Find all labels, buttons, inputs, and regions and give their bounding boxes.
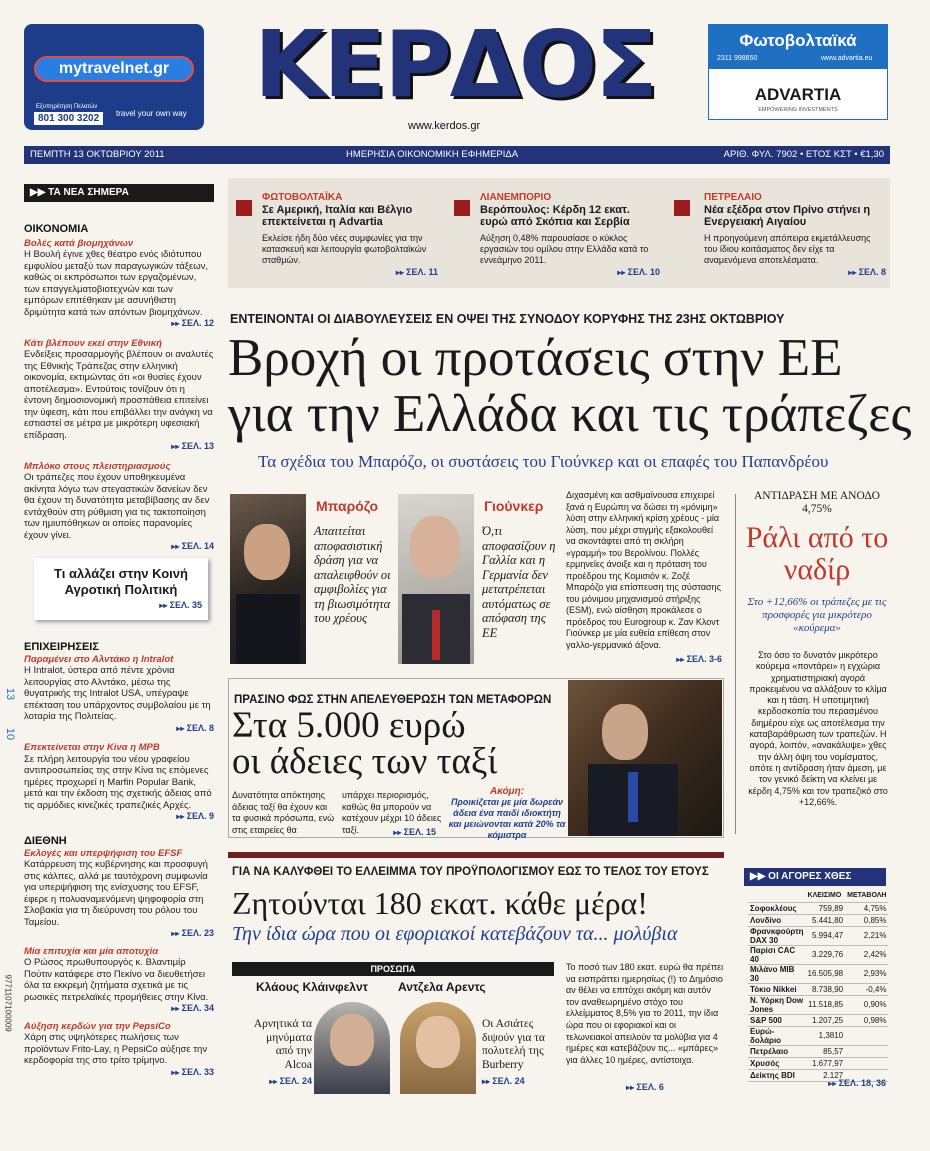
juncker-quote: Ό,τι αποφασίζουν η Γαλλία και η Γερμανία δεν μετατρέπεται αυτόματως σε απόφαση της ΕΕ xyxy=(482,524,556,640)
advartia-title: Φωτοβολταϊκά xyxy=(739,31,857,50)
market-close: 759,89 xyxy=(806,902,846,914)
taxi-headline-line2[interactable]: οι άδειες των ταξί xyxy=(232,741,498,782)
dateline-issue: ΑΡΙΘ. ΦΥΛ. 7902 • ΕΤΟΣ ΚΣΤ • €1,30 xyxy=(723,149,884,160)
strip-story[interactable] xyxy=(232,180,442,285)
story-subhead: Εκλογές και υπερψήφιση του EFSF xyxy=(24,847,183,859)
masthead-website[interactable]: www.kerdos.gr xyxy=(408,120,481,132)
page-ref: ▸▸ ΣΕΛ. 13 xyxy=(24,441,214,453)
market-name: Σοφοκλέους xyxy=(748,902,806,914)
markets-col-change: ΜΕΤΑΒΟΛΗ xyxy=(845,890,888,902)
section-head-economy: ΟΙΚΟΝΟΜΙΑ xyxy=(24,223,89,235)
market-change: 0,85% xyxy=(845,914,888,926)
strip-text: Αύξηση 0,48% παρουσίασε ο κύκλος εργασιών του ομίλου στην Ελλάδα κατά το εννεάμηνο 2011. xyxy=(480,233,649,265)
markets-page-ref: ▸▸ ΣΕΛ. 18, 36 xyxy=(748,1078,886,1088)
ad-advartia[interactable] xyxy=(708,24,888,120)
sidebar-title: ▶▶ ΤΑ ΝΕΑ ΣΗΜΕΡΑ xyxy=(24,184,214,202)
market-change: 2,42% xyxy=(845,945,888,964)
strip-text: Η προηγούμενη απόπειρα εκμετάλλευσης του ίδιου κοιτάσματος δεν είχε τα αναμενόμενα αποτελέσματα. xyxy=(704,233,871,265)
page-ref: ▸▸ ΣΕΛ. 33 xyxy=(24,1067,214,1079)
story-subhead: Αύξηση κερδών για την PepsiCo xyxy=(24,1020,171,1032)
sidebar-story[interactable] xyxy=(24,338,214,453)
lead-kicker: ΕΝΤΕΙΝΟΝΤΑΙ ΟΙ ΔΙΑΒΟΥΛΕΥΣΕΙΣ ΕΝ ΟΨΕΙ ΤΗΣ ΣΥΝΟΔΟΥ ΚΟΡΥΦΗΣ ΤΗΣ 23ΗΣ ΟΚΤΩΒΡΙΟΥ xyxy=(230,312,785,326)
markets-row xyxy=(748,945,888,964)
markets-col-name xyxy=(748,890,806,902)
market-close: 5.441,80 xyxy=(806,914,846,926)
strip-text: Εκλείσε ήδη δύο νέες συμφωνίες για την κατασκευή και λειτουργία φωτοβολταϊκών σταθμών. xyxy=(262,233,427,265)
markets-row xyxy=(748,926,888,945)
lead-body: Διχασμένη και ασθμαίνουσα επιχειρεί ξανά η Ευρώπη να δώσει τη «μόνιμη» λύση στην ελληνική κρίση χρέους - μία λύση, που μέχρι στιγμής εξακολουθεί να σκοντάφτει από τη σκλήρη «γραμμή» του Βερολίνου. Πολλές ερμηνείες άνοιξε και η πρόταση του προέδρου της Κομισιόν κ. Ζοζέ Μπαρόζο για επίσπευση της σύστασης του μόνιμου μηχανισμού στήριξης (ESM), ενώ αίσθηση προκάλεσε ο πρόεδρος του Eurogroup κ. Ζαν Κλοντ Γιούνκερ με μία ευθεία επίθεση στον γαλλο-γερμανικό άξονα. xyxy=(566,490,721,650)
person-card[interactable] xyxy=(232,980,392,1100)
ad-mytravelnet[interactable] xyxy=(24,24,204,130)
rally-body: Στο όσο το δυνατόν μικρότερο κούρεμα «ποντάρει» η εγχώρια χρηματιστηριακή αγορά προκειμένου να αλλάξουν το κλίμα και η τάση. Η υποτιμητική κερδοσκοπία του περασμένου διημέρου είχε ως αποτέλεσμα την καταβαράθρωση των τραπεζών. Η αγορά, λοιπόν, «ανακάλυψε» χθες την άλλη όψη του νομίσματος, οπότε η αντίδραση ήταν άμεση, με τον γενικό δείκτη να κλείνει με κέρδη 4,75% και τον τραπεζικό στο +12,66%. xyxy=(748,650,888,807)
advartia-phone: 2311 998650 xyxy=(717,55,758,62)
person-card[interactable] xyxy=(398,980,554,1100)
taxi-note xyxy=(448,786,566,841)
deficit-body: Το ποσό των 180 εκατ. ευρώ θα πρέπει να εισπράττει ημερησίως (!) το Δημόσιο αν θέλει να επιτύχει ακόμη και αυτόν τον αναθεωρημένο στόχο του ελλείμματος 8,5% για το 2011, την ίδια ώρα που οι εφοριακοί και οι τελωνειακοί απειλούν τα μολύβια για 4 ημέρες και κατεβάζουν τις... «μπάρες» για άλλες 10 ημέρες, αντίστοιχα. xyxy=(566,962,724,1065)
strip-story[interactable] xyxy=(672,180,888,285)
strip-title: Νέα εξέδρα στον Πρίνο στήνει η Ενεργειακή Αιγαίου xyxy=(704,204,871,228)
markets-row xyxy=(748,1057,888,1069)
markets-row xyxy=(748,1026,888,1045)
barroso-name: Μπαρόζο xyxy=(316,498,379,514)
barroso-quote: Απαιτείται αποφασιστική δράση για να απαλειφθούν οι αμφιβολίες για τη βιωσιμότητα του χρέους xyxy=(314,524,391,625)
market-change: 0,90% xyxy=(845,995,888,1014)
markets-col-close: ΚΛΕΙΣΙΜΟ xyxy=(806,890,846,902)
page-ref: ▸▸ ΣΕΛ. 34 xyxy=(24,1003,214,1015)
red-square-icon xyxy=(236,200,252,216)
story-subhead: Κάτι βλέπουν εκεί στην Εθνική xyxy=(24,337,162,349)
story-subhead: Επεκτείνεται στην Κίνα η MPB xyxy=(24,742,160,753)
page-ref: ▸▸ ΣΕΛ. 12 xyxy=(24,318,214,330)
story-subhead: Μπλόκο στους πλειστηριασμούς xyxy=(24,460,171,472)
market-name: Δείκτης BDI xyxy=(748,1069,806,1081)
story-text: Η Intralot, ύστερα από πέντε χρόνια λειτουργίας στο Αλντάκο, μέσω της θυγατρικής της Intralot USA, υπέγραψε επέκταση του υπάρχοντος συμβολαίου με τη λοταρία της Πολιτείας. xyxy=(24,665,211,722)
story-subhead: Παραμένει στο Αλντάκο η Intralot xyxy=(24,653,174,665)
story-text: Κατάρρευση της κυβέρνησης και προσφυγή στις κάλπες, αλλά με ταυτόχρονη συμφωνία για υπερψήφιση της ενίσχυσης του EFSF, έφερε η πολυαναμενόμενη ψηφοφορία στη Σλοβακία για τη διεύρυνση του ρόλου του Ταμείου. xyxy=(24,859,208,928)
page-ref: ▸▸ ΣΕΛ. 14 xyxy=(24,541,214,553)
page-ref: ▸▸ ΣΕΛ. 8 xyxy=(704,266,886,279)
sidebar-story[interactable] xyxy=(24,461,214,553)
market-name: Τόκιο Nikkei xyxy=(748,983,806,995)
advartia-brand: ADVARTIA xyxy=(754,85,842,104)
market-name: Πετρέλαιο xyxy=(748,1045,806,1057)
deficit-headline[interactable]: Ζητούνται 180 εκατ. κάθε μέρα! xyxy=(232,885,648,921)
taxi-page-ref: ▸▸ ΣΕΛ. 15 xyxy=(380,827,436,837)
story-text: Σε πλήρη λειτουργία του νέου γραφείου αντιπροσωπείας της στην Κίνα τις επόμενες ημέρες προχωρεί η Marfin Popular Bank, μετά και την έκδοση της σχετικής άδειας από τις αρμόδιες κινεζικές τραπεζικές Αρχές. xyxy=(24,753,212,811)
double-arrow-icon: ▶▶ xyxy=(30,187,49,198)
masthead: ΚΕΡΔΟΣ xyxy=(254,11,656,118)
taxi-headline-line1[interactable]: Στα 5.000 ευρώ xyxy=(232,705,466,746)
markets-title-bar: ▶▶ ΟΙ ΑΓΟΡΕΣ ΧΘΕΣ xyxy=(744,868,886,886)
strip-kicker: ΛΙΑΝΕΜΠΟΡΙΟ xyxy=(480,192,552,203)
person-name: Κλάους Κλάινφελντ xyxy=(255,980,369,994)
deficit-page-ref: ▸▸ ΣΕΛ. 6 xyxy=(566,1082,724,1092)
dateline-date: ΠΕΜΠΤΗ 13 ΟΚΤΩΒΡΙΟΥ 2011 xyxy=(30,149,165,160)
market-change: 2,93% xyxy=(845,964,888,983)
sidebar-story[interactable] xyxy=(24,848,214,940)
story-subhead: Μία επιτυχία και μία αποτυχία xyxy=(24,945,159,957)
story-text: Χάρη στις υψηλότερες πωλήσεις των προϊόντων Frito-Lay, η PepsiCo αύξησε την κερδοφορία της στο τρίτο τρίμηνο. xyxy=(24,1032,208,1066)
sidebar-story[interactable] xyxy=(24,742,214,823)
page-ref: ▸▸ ΣΕΛ. 24 xyxy=(482,1076,552,1086)
taxi-photo xyxy=(568,680,722,836)
advartia-tagline: EMPOWERING INVESTMENTS xyxy=(758,107,838,113)
market-name: Χρυσός xyxy=(748,1057,806,1069)
rally-divider xyxy=(735,494,736,834)
page-ref: ▸▸ ΣΕΛ. 23 xyxy=(24,928,214,940)
market-close: 3.229,76 xyxy=(806,945,846,964)
market-close: 1.677,97 xyxy=(806,1057,846,1069)
promo-text: Τι αλλάζει στην Κοινή Αγροτική Πολιτική xyxy=(54,566,188,597)
sidebar-story[interactable] xyxy=(24,1021,214,1079)
lead-headline-line1[interactable]: Βροχή οι προτάσεις στην ΕΕ xyxy=(228,329,843,387)
rally-headline[interactable]: Ράλι από το ναδίρ xyxy=(745,521,889,586)
red-square-icon xyxy=(454,200,470,216)
rally-deck: Στο +12,66% οι τράπεζες με τις προσφορές για μικρότερο «κούρεμα» xyxy=(747,596,887,634)
market-close: 1.207,25 xyxy=(806,1014,846,1026)
taxi-note-text: Προικίζεται με μία δωρεάν άδεια ένα παιδί ιδιοκτήτη και μειώνονται κατά 20% τα κόμιστρα xyxy=(448,797,566,840)
market-change: 4,75% xyxy=(845,902,888,914)
markets-row xyxy=(748,983,888,995)
market-change xyxy=(845,1057,888,1069)
market-change xyxy=(845,1026,888,1045)
sidebar-promo[interactable] xyxy=(34,558,208,620)
double-arrow-icon: ▶▶ xyxy=(750,871,766,882)
lead-deck: Τα σχέδια του Μπαρόζο, οι συστάσεις του Γιούνκερ και οι επαφές του Παπανδρέου xyxy=(258,452,829,471)
markets-row xyxy=(748,902,888,914)
sidebar-international xyxy=(24,834,214,1078)
lead-headline-line2[interactable]: για την Ελλάδα και τις τράπεζες xyxy=(228,385,912,443)
story-text: Ο Ρώσος πρωθυπουργός κ. Βλαντιμίρ Πούτιν κατάφερε στο Πεκίνο να διευθετήσει όλα τα εκκρεμή ζητήματα σχετικά με τις ρωσικές πετρελαϊκές προμήθειες στην Κίνα. xyxy=(24,957,209,1003)
sidebar-story[interactable] xyxy=(24,654,214,735)
dateline-paper-type: ΗΜΕΡΗΣΙΑ ΟΙΚΟΝΟΜΙΚΗ ΕΦΗΜΕΡΙΔΑ xyxy=(346,149,519,160)
market-close: 1,3810 xyxy=(806,1026,846,1045)
market-name: Μιλάνο MIB 30 xyxy=(748,964,806,983)
advartia-site: www.advartia.eu xyxy=(821,55,873,62)
sidebar-business xyxy=(24,640,214,823)
story-subhead: Βολές κατά βιομηχάνων xyxy=(24,237,134,249)
person-text: Αρνητικά τα μηνύματα από την Alcoa xyxy=(253,1018,312,1071)
page-ref: ▸▸ ΣΕΛ. 11 xyxy=(262,266,438,279)
sidebar-economy xyxy=(24,222,214,553)
person-name: Αντζελα Αρεντς xyxy=(398,980,486,994)
market-name: Λονδίνο xyxy=(748,914,806,926)
taxi-kicker: ΠΡΑΣΙΝΟ ΦΩΣ ΣΤΗΝ ΑΠΕΛΕΥΘΕΡΩΣΗ ΤΩΝ ΜΕΤΑΦΟΡΩΝ xyxy=(234,694,552,706)
sidebar-story[interactable] xyxy=(24,946,214,1015)
mytravelnet-logo: mytravelnet.gr xyxy=(34,56,194,82)
taxi-note-head: Ακόμη: xyxy=(489,786,525,797)
market-change: 2,21% xyxy=(845,926,888,945)
market-close: 16.505,98 xyxy=(806,964,846,983)
strip-story[interactable] xyxy=(452,180,662,285)
markets-row xyxy=(748,964,888,983)
person-photo xyxy=(400,1002,476,1094)
section-head-business: ΕΠΙΧΕΙΡΗΣΕΙΣ xyxy=(24,641,99,653)
section-divider xyxy=(228,852,724,858)
strip-kicker: ΦΩΤΟΒΟΛΤΑΪΚΑ xyxy=(262,192,343,203)
sidebar-story[interactable] xyxy=(24,238,214,330)
market-name: Ν. Υόρκη Dow Jones xyxy=(748,995,806,1014)
margin-number-13: 13 xyxy=(4,687,17,701)
margin-number-10: 10 xyxy=(4,727,17,741)
juncker-photo xyxy=(398,494,474,664)
section-head-international: ΔΙΕΘΝΗ xyxy=(24,835,67,847)
market-change: -0,4% xyxy=(845,983,888,995)
page-ref: ▸▸ ΣΕΛ. 8 xyxy=(24,723,214,735)
markets-row xyxy=(748,1045,888,1057)
markets-row xyxy=(748,995,888,1014)
rally-kicker: ΑΝΤΙΔΡΑΣΗ ΜΕ ΑΝΟΔΟ 4,75% xyxy=(753,490,880,515)
page-ref: ▸▸ ΣΕΛ. 24 xyxy=(232,1076,312,1086)
market-change: 0,98% xyxy=(845,1014,888,1026)
mytravelnet-phone-label: Εξυπηρέτηση Πελατών xyxy=(36,104,98,110)
markets-row xyxy=(748,1014,888,1026)
markets-header-row xyxy=(748,890,888,902)
strip-kicker: ΠΕΤΡΕΛΑΙΟ xyxy=(704,192,762,203)
juncker-name: Γιούνκερ xyxy=(484,498,544,514)
persons-bar: ΠΡΟΣΩΠΑ xyxy=(232,962,554,976)
person-photo xyxy=(314,1002,390,1094)
lead-page-ref: ▸▸ ΣΕΛ. 3-6 xyxy=(566,654,722,664)
dateline-bar xyxy=(24,146,890,164)
market-close: 2.127 xyxy=(806,1069,846,1081)
market-change xyxy=(845,1045,888,1057)
markets-table xyxy=(748,890,888,1082)
story-text: Η Βουλή έγινε χθες θέατρο ενός ιδιότυπου εμφυλίου μεταξύ των παραγωγικών τάξεων, καθώς οι εκπρόσωποι των εργαζομένων, των επαγγελματοβιοτεχνών και των εμπόρων επιτέθηκαν με ασυνήθιστη δριμύτητα κατά των απόντων βιομηχάνων. xyxy=(24,249,209,318)
story-text: Οι τράπεζες που έχουν υποθηκευμένα ακίνητα λόγω των στεγαστικών δανείων δεν θα έχουν τη δυνατότητα μεταβίβασης αν δεν εντάχθούν στη ρύθμιση για τις τακτοποίηση των ημιυπόθηκων οι οποίες παρανομίες έχουν γίνει. xyxy=(24,472,210,541)
page-ref: ▸▸ ΣΕΛ. 35 xyxy=(40,600,202,610)
deficit-kicker: ΓΙΑ ΝΑ ΚΑΛΥΦΘΕΙ ΤΟ ΕΛΛΕΙΜΜΑ ΤΟΥ ΠΡΟΫΠΟΛΟΓΙΣΜΟΥ ΕΩΣ ΤΟ ΤΕΛΟΣ ΤΟΥ ΕΤΟΥΣ xyxy=(232,866,709,878)
taxi-col1: Δυνατότητα απόκτησης άδειας ταξί θα έχουν και τα φυσικά πρόσωπα, ενώ στις εταιρείες θα xyxy=(232,790,335,835)
market-close: 11.518,85 xyxy=(806,995,846,1014)
market-close: 5.994,47 xyxy=(806,926,846,945)
deficit-deck: Την ίδια ώρα που οι εφοριακοί κατεβάζουν τα... μολύβια xyxy=(232,923,678,945)
red-square-icon xyxy=(674,200,690,216)
strip-title: Σε Αμερική, Ιταλία και Βέλγιο επεκτείνεται η Advartia xyxy=(262,204,413,228)
market-name: Φρανκφούρτη DAX 30 xyxy=(750,926,804,945)
market-name: Παρίσι CAC 40 xyxy=(748,945,806,964)
taxi-col2: υπάρχει περιορισμός, καθώς θα μπορούν να κατέχουν μέχρι 10 άδειες ταξί. xyxy=(342,790,442,835)
market-name: S&P 500 xyxy=(748,1014,806,1026)
market-name: Ευρώ-δολάριο xyxy=(748,1026,806,1045)
person-text: Οι Ασιάτες διψούν για τα πολυτελή της Burberry xyxy=(482,1018,545,1071)
mytravelnet-tagline: travel your own way xyxy=(116,109,187,118)
mytravelnet-phone: 801 300 3202 xyxy=(34,112,103,125)
barcode-number: 9771107100009 xyxy=(3,974,13,1032)
barroso-photo xyxy=(230,494,306,664)
market-close: 8.738,90 xyxy=(806,983,846,995)
page-ref: ▸▸ ΣΕΛ. 9 xyxy=(24,811,214,823)
strip-title: Βερόπουλος: Κέρδη 12 εκατ. ευρώ από Σκόπια και Σερβία xyxy=(480,204,630,228)
story-text: Ενδείξεις προσαρμογής βλέπουν οι αναλυτές της Εθνικής Τράπεζας στην ελληνική οικονομία, εκτιμώντας ότι «οι θυσίες έχουν αποτέλεσμα». Εντούτοις τονίζουν ότι η έντονη δημοσιονομική προσπάθεια επιτείνει την ύφεση, κάτι που επιβάλλει την ανάγκη να εστιαστεί σε μέτρα με μικρότερη υφεσιακή επίδραση. xyxy=(24,349,214,441)
markets-row xyxy=(748,914,888,926)
market-close: 85,57 xyxy=(806,1045,846,1057)
page-ref: ▸▸ ΣΕΛ. 10 xyxy=(480,266,660,279)
